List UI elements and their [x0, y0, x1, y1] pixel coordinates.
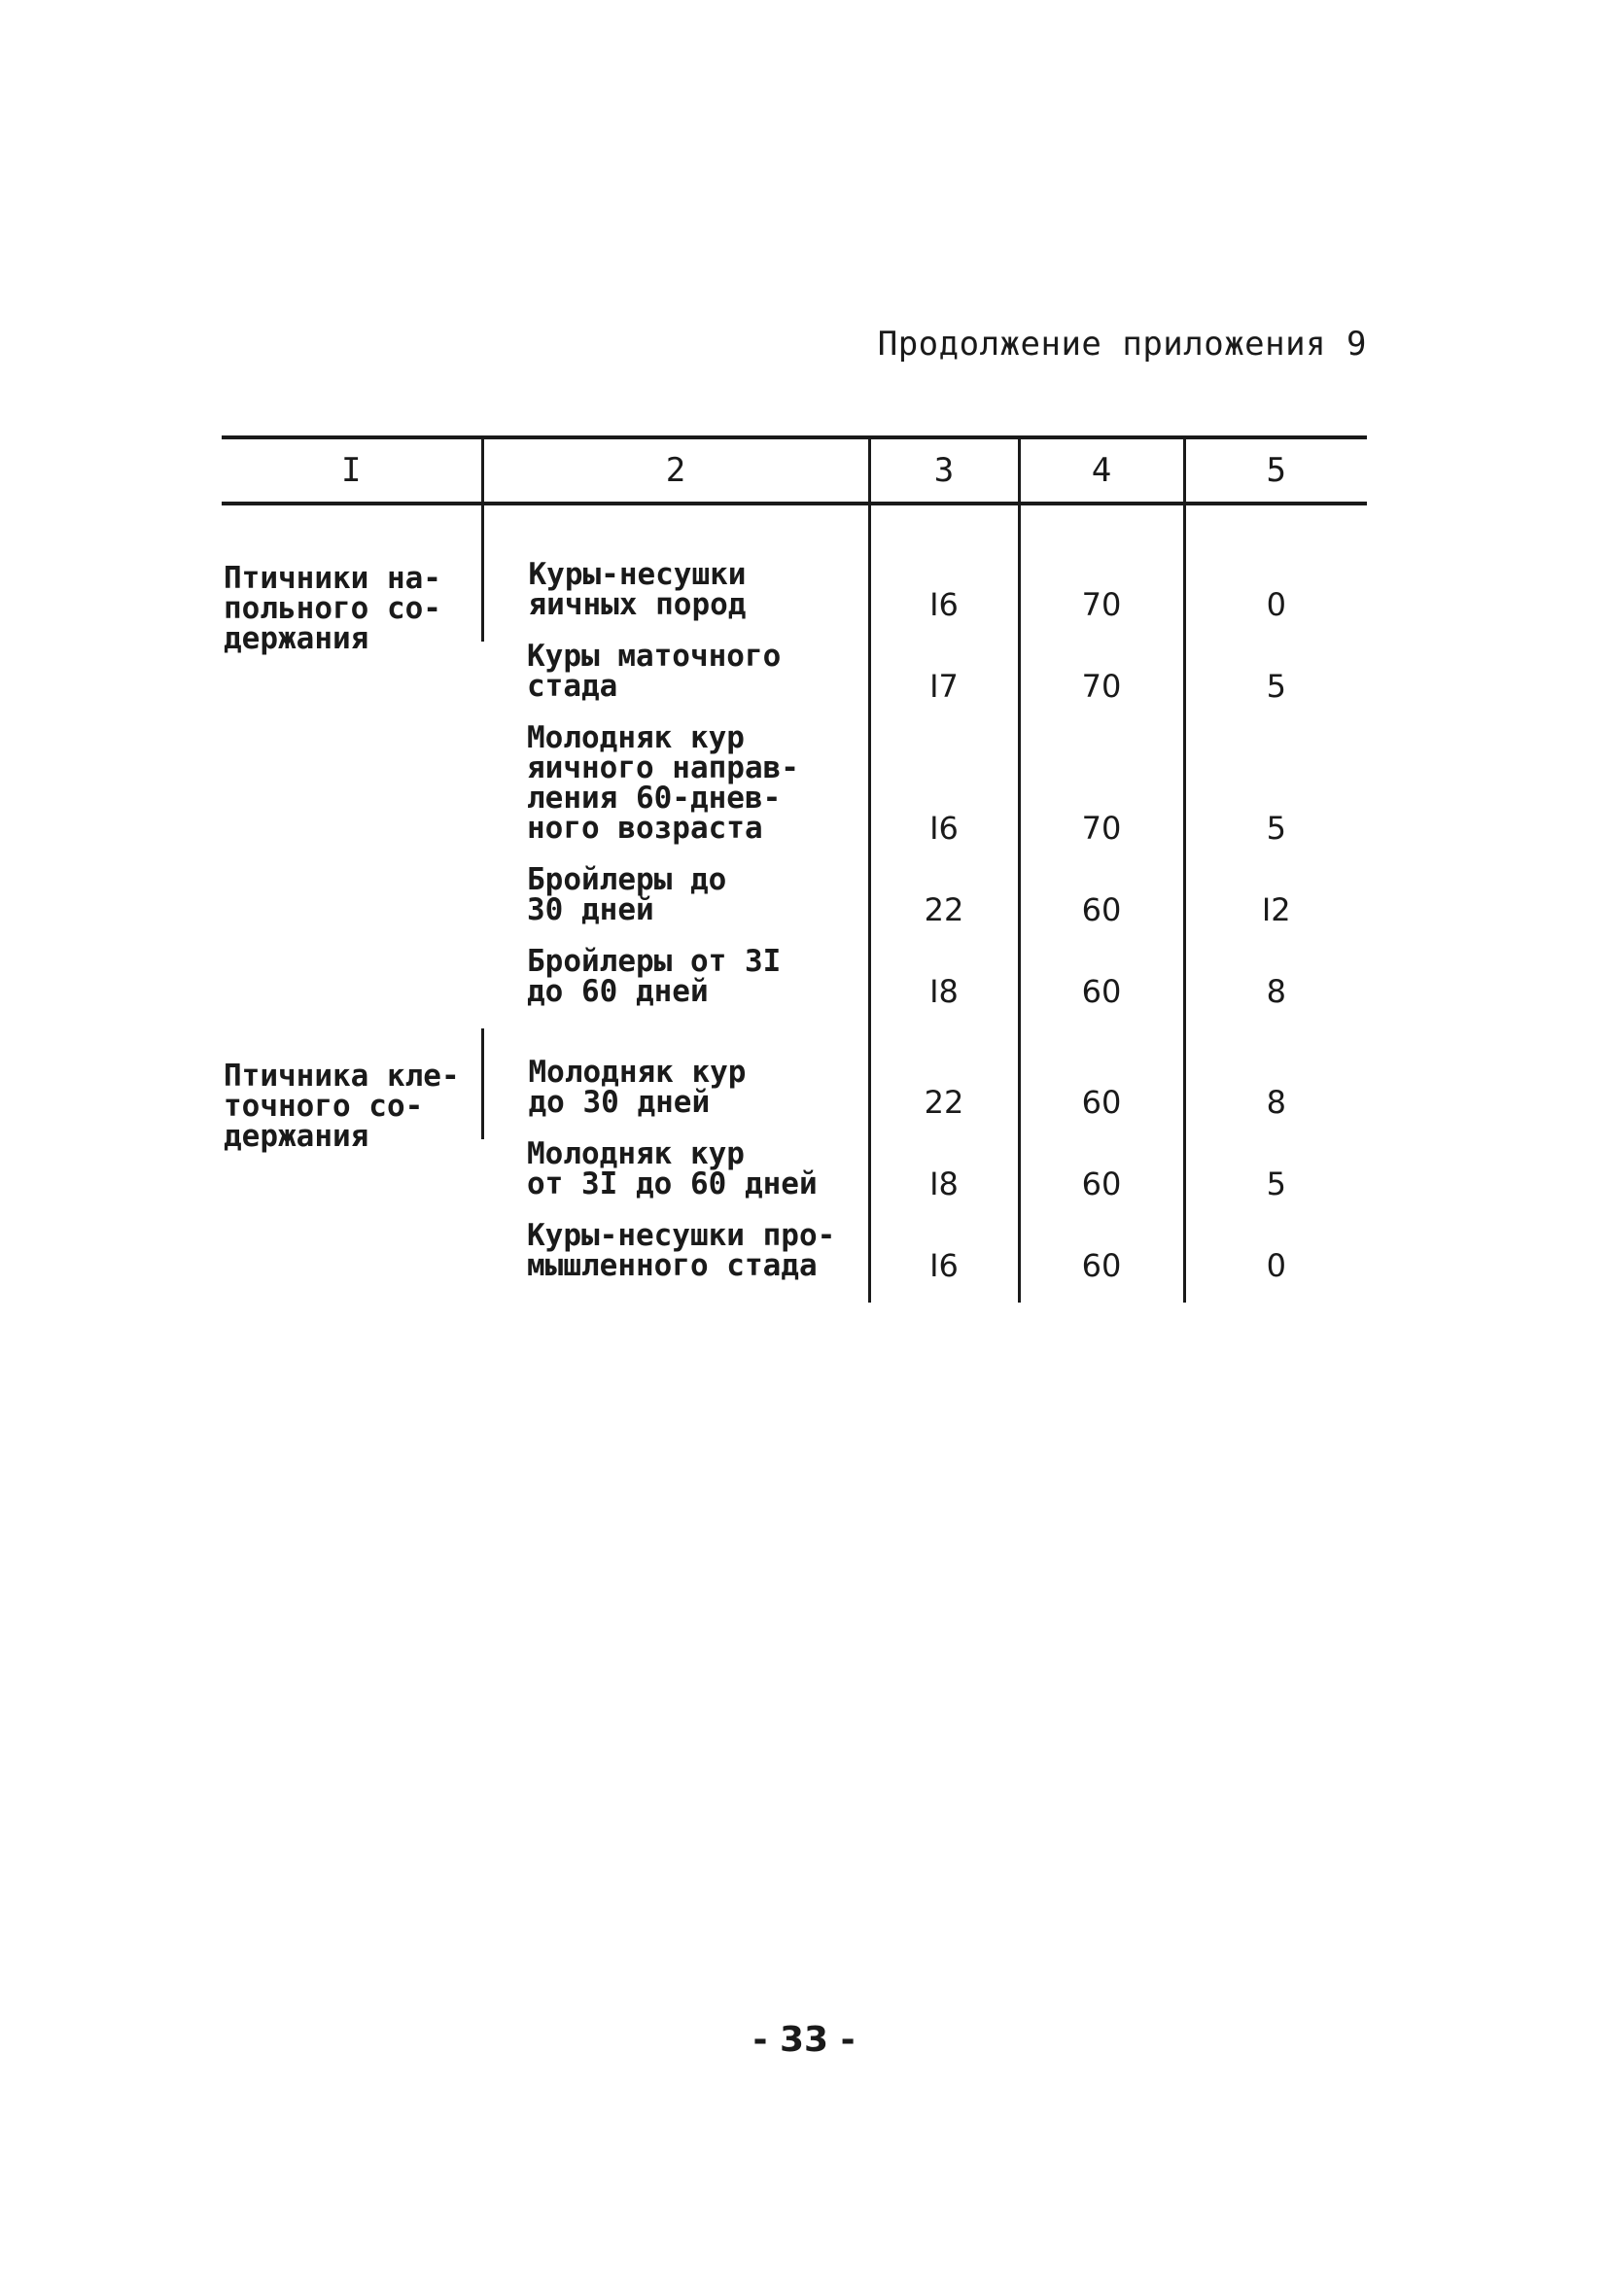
- data-table-container: [222, 435, 1367, 1303]
- value-col5: 5: [1184, 1139, 1367, 1221]
- value-col4: 60: [1019, 865, 1184, 947]
- value-col5: 0: [1184, 1221, 1367, 1303]
- value-col3: I6: [869, 1221, 1019, 1303]
- value-col3: I8: [869, 947, 1019, 1028]
- description-cell: Молодняк кур яичного направ- ления 60-днев- ного возраста: [527, 720, 799, 846]
- value-col4: 60: [1019, 1058, 1184, 1139]
- column-header-2: 2: [482, 437, 869, 504]
- value-col5: 5: [1184, 642, 1367, 723]
- value-col5: 0: [1184, 560, 1367, 642]
- table-row: [222, 560, 1367, 642]
- description-cell: Бройлеры до 30 дней: [527, 862, 727, 927]
- column-header-5: 5: [1184, 437, 1367, 504]
- description-cell: Молодняк кур до 30 дней: [482, 1058, 869, 1139]
- value-col3: I7: [869, 642, 1019, 723]
- value-col4: 70: [1019, 560, 1184, 642]
- description-cell: Бройлеры от 3I до 60 дней: [527, 944, 782, 1009]
- column-header-3: 3: [869, 437, 1019, 504]
- table-row: [222, 1058, 1367, 1139]
- header-row: [222, 437, 1367, 504]
- spacer-row: [222, 504, 1367, 560]
- page-number: - 33 -: [752, 2020, 856, 2060]
- value-col3: 22: [869, 1058, 1019, 1139]
- spacer-row: [222, 1028, 1367, 1058]
- value-col3: I6: [869, 560, 1019, 642]
- data-table: [222, 435, 1367, 1303]
- value-col3: 22: [869, 865, 1019, 947]
- description-cell: Куры-несушки яичных пород: [482, 560, 869, 642]
- category-label: Птичника кле- точного со- держания: [224, 1059, 460, 1154]
- value-col4: 60: [1019, 1221, 1184, 1303]
- value-col4: 60: [1019, 947, 1184, 1028]
- category-label: Птичники на- польного со- держания: [224, 561, 441, 656]
- value-col3: I6: [869, 723, 1019, 865]
- description-cell: Куры-несушки про- мышленного стада: [527, 1218, 836, 1283]
- category-cell: [222, 1058, 482, 1303]
- description-cell: Куры маточного стада: [527, 639, 782, 704]
- column-header-4: 4: [1019, 437, 1184, 504]
- value-col3: I8: [869, 1139, 1019, 1221]
- value-col5: 8: [1184, 947, 1367, 1028]
- value-col5: 5: [1184, 723, 1367, 865]
- description-cell: Молодняк кур от 3I до 60 дней: [527, 1136, 818, 1201]
- value-col4: 60: [1019, 1139, 1184, 1221]
- page-caption: Продолжение приложения 9: [877, 325, 1367, 364]
- value-col5: I2: [1184, 865, 1367, 947]
- value-col4: 70: [1019, 723, 1184, 865]
- column-header-1: I: [222, 437, 482, 504]
- value-col5: 8: [1184, 1058, 1367, 1139]
- value-col4: 70: [1019, 642, 1184, 723]
- category-cell: [222, 560, 482, 1028]
